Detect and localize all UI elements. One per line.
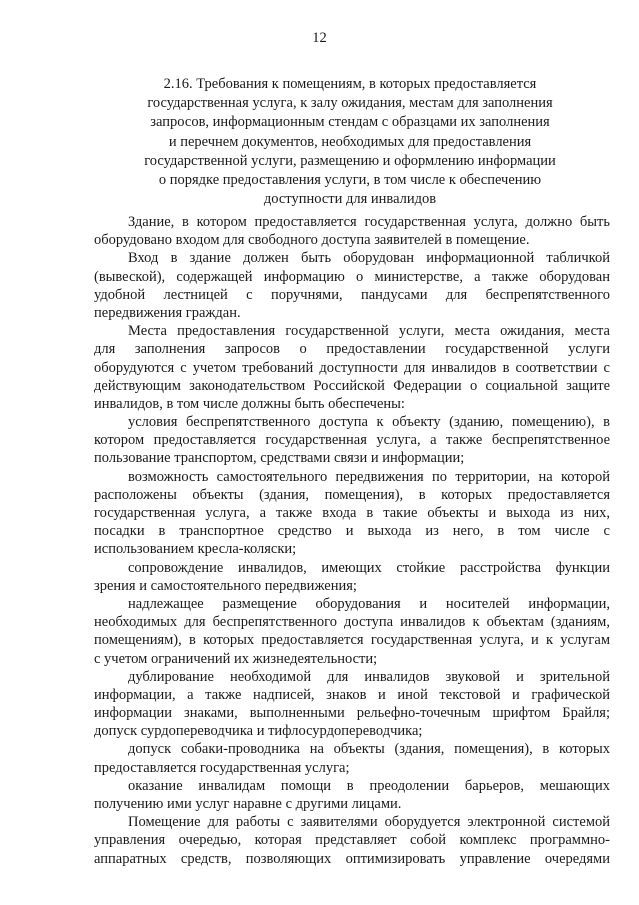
text-line: надлежащее размещение оборудования и носителей информации, — [128, 595, 610, 612]
heading-line: и перечнем документов, необходимых для предоставления — [168, 133, 532, 150]
text-line: предоставляется государственная услуга; — [94, 759, 350, 776]
text-line: государственная услуга, а также входа в такие объекты и выхода из них, — [94, 505, 610, 521]
text-line: инвалидов, в том числе должны быть обеспечены: — [94, 395, 405, 412]
text-line: Вход в здание должен быть оборудован информационной табличкой — [128, 250, 610, 267]
body-text — [94, 213, 610, 868]
text-line: Места предоставления государственной услуги, места ожидания, места — [128, 323, 610, 340]
heading-line: 2.16. Требования к помещениям, в которых предоставляется — [163, 76, 537, 92]
text-line: информации, а также надписей, знаков и иной текстовой и графической — [94, 686, 610, 703]
text-line: оборудуются с учетом требований доступности для инвалидов в соответствии с — [94, 359, 610, 376]
text-line: дублирование необходимой для инвалидов звуковой и зрительной — [128, 668, 610, 685]
text-line: для заполнения запросов о предоставлении государственной услуги — [94, 341, 610, 358]
heading-line: о порядке предоставления услуги, в том числе к обеспечению — [158, 172, 542, 189]
section-heading — [60, 75, 639, 209]
text-line: пользование транспортом, средствами связи и информации; — [94, 450, 465, 467]
heading-line: доступности для инвалидов — [263, 191, 437, 208]
text-line: Помещение для работы с заявителями оборудуется электронной системой — [128, 814, 610, 831]
text-line: котором предоставляется государственная услуга, а также беспрепятственное — [94, 432, 610, 449]
text-line: действующим законодательством Российской Федерации о социальной защите — [94, 377, 610, 394]
text-line: с учетом ограничений их жизнедеятельности; — [94, 650, 378, 667]
page-number: 12 — [312, 30, 327, 46]
text-line: необходимых для беспрепятственного доступа инвалидов к объектам (зданиям, — [94, 614, 610, 631]
text-line: получению ими услуг наравне с другими лицами. — [94, 796, 402, 812]
heading-line: государственная услуга, к залу ожидания, местам для заполнения — [147, 95, 553, 112]
text-line: Здание, в котором предоставляется государственная услуга, должно быть — [128, 214, 610, 230]
text-line: аппаратных средств, позволяющих оптимизировать управление очередями — [94, 850, 610, 867]
text-line: возможность самостоятельного передвижения по территории, на которой — [128, 468, 610, 485]
text-line: удобной лестницей с поручнями, пандусами для беспрепятственного — [94, 286, 610, 303]
heading-line: запросов, информационным стендам с образцами их заполнения — [150, 114, 550, 131]
text-line: допуск собаки-проводника на объекты (здания, помещения), в которых — [128, 741, 610, 758]
text-line: информации знаками, выполненными рельефно-точечным шрифтом Брайля; — [94, 705, 610, 722]
text-line: (вывеской), содержащей информацию о министерстве, а также оборудован — [94, 268, 610, 285]
text-line: расположены объекты (здания, помещения), в которых предоставляется — [94, 486, 610, 503]
text-line: посадки в транспортное средство и выхода из него, в том числе с — [94, 523, 610, 540]
text-line: оказание инвалидам помощи в преодолении барьеров, мешающих — [128, 777, 610, 794]
text-line: оборудовано входом для свободного доступа заявителей в помещение. — [94, 232, 530, 249]
text-line: использованием кресла-коляски; — [94, 541, 297, 558]
text-line: условия беспрепятственного доступа к объекту (зданию, помещению), в — [128, 414, 610, 431]
text-line: управления очередью, которая представляет собой комплекс программно- — [94, 832, 610, 849]
heading-line: государственной услуги, размещению и оформлению информации — [144, 152, 556, 169]
text-line: допуск сурдопереводчика и тифлосурдопереводчика; — [94, 723, 423, 740]
text-line: зрения и самостоятельного передвижения; — [94, 577, 357, 594]
text-line: передвижения граждан. — [94, 304, 241, 321]
text-line: помещениям), в которых предоставляется государственная услуга, и к услугам — [94, 632, 610, 649]
text-line: сопровождение инвалидов, имеющих стойкие расстройства функции — [128, 559, 610, 576]
